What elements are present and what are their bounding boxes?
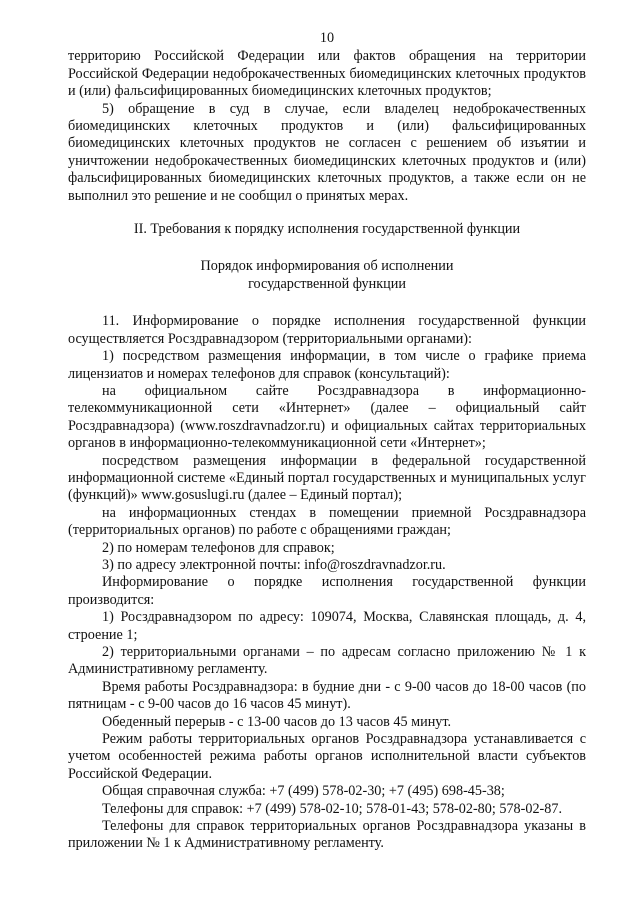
- paragraph-11: 11. Информирование о порядке исполнения государственной функции осуществляется Росздравнадзором (территориальными органами):: [68, 313, 586, 347]
- paragraph-item-1: 1) посредством размещения информации, в том числе о графике приема лицензиатов и номерах телефонов для справок (консультаций):: [68, 348, 586, 382]
- paragraph-official-site: на официальном сайте Росздравнадзора в информационно-телекоммуникационной сети «Интернет» (далее – официальный сайт Росздравнадзора) (www.roszdravnadzor.ru) и официальных сайтах территориальных органов в информационно-телекоммуникационной сети «Интернет»;: [68, 382, 586, 452]
- paragraph-item-2: 2) по номерам телефонов для справок;: [102, 539, 335, 556]
- paragraph-help-phones: Телефоны для справок: +7 (499) 578-02-10; 578-01-43; 578-02-80; 578-02-87.: [102, 800, 563, 817]
- subsection-heading: [68, 258, 586, 293]
- page-number: 10: [319, 30, 335, 46]
- paragraph-unified-portal: посредством размещения информации в федеральной государственной информационной системе «Единый портал государственных и муниципальных услуг (функций)» www.gosuslugi.ru (далее – Единый портал);: [68, 452, 586, 504]
- paragraph-continuation: территорию Российской Федерации или фактов обращения на территории Российской Федерации недоброкачественных биомедицинских клеточных продуктов и (или) фальсифицированных биомедицинских клеточных продуктов;: [68, 48, 586, 100]
- paragraph-working-hours: Время работы Росздравнадзора: в будние дни - с 9-00 часов до 18-00 часов (по пятницам - с 9-00 часов до 16 часов 45 минут).: [68, 678, 586, 713]
- paragraph-address-2: 2) территориальными органами – по адресам согласно приложению № 1 к Административному регламенту.: [68, 644, 586, 678]
- paragraph-territorial-mode: Режим работы территориальных органов Росздравнадзора устанавливается с учетом особенностей режима работы органов исполнительной власти субъектов Российской Федерации.: [68, 731, 586, 782]
- paragraph-item-3-email: 3) по адресу электронной почты: info@roszdravnadzor.ru.: [102, 556, 446, 573]
- paragraph-territorial-phones: Телефоны для справок территориальных органов Росздравнадзора указаны в приложении № 1 к Административному регламенту.: [68, 818, 586, 852]
- paragraph-general-help: Общая справочная служба: +7 (499) 578-02-30; +7 (495) 698-45-38;: [102, 783, 505, 800]
- paragraph-lunch-break: Обеденный перерыв - с 13-00 часов до 13 часов 45 минут.: [102, 713, 452, 730]
- paragraph-informing: Информирование о порядке исполнения государственной функции производится:: [68, 574, 586, 608]
- subsection-heading-line-2: государственной функции: [248, 275, 406, 292]
- paragraph-info-stands: на информационных стендах в помещении приемной Росздравнадзора (территориальных органов) по работе с обращениями граждан;: [68, 504, 586, 539]
- paragraph-address-1: 1) Росздравнадзором по адресу: 109074, Москва, Славянская площадь, д. 4, строение 1;: [68, 609, 586, 643]
- section-heading: II. Требования к порядку исполнения государственной функции: [133, 221, 521, 238]
- subsection-heading-line-1: Порядок информирования об исполнении: [200, 258, 454, 275]
- paragraph-item-5: 5) обращение в суд в случае, если владелец недоброкачественных биомедицинских клеточных продуктов и (или) фальсифицированных биомедицинских клеточных продуктов не согласен с решением об изъятии и уничтожении недоброкачественных биомедицинских клеточных продуктов и (или) фальсифицированных биомедицинских клеточных продуктов, а также если он не выполнил это решение и не сообщил о принятых мерах.: [68, 100, 586, 204]
